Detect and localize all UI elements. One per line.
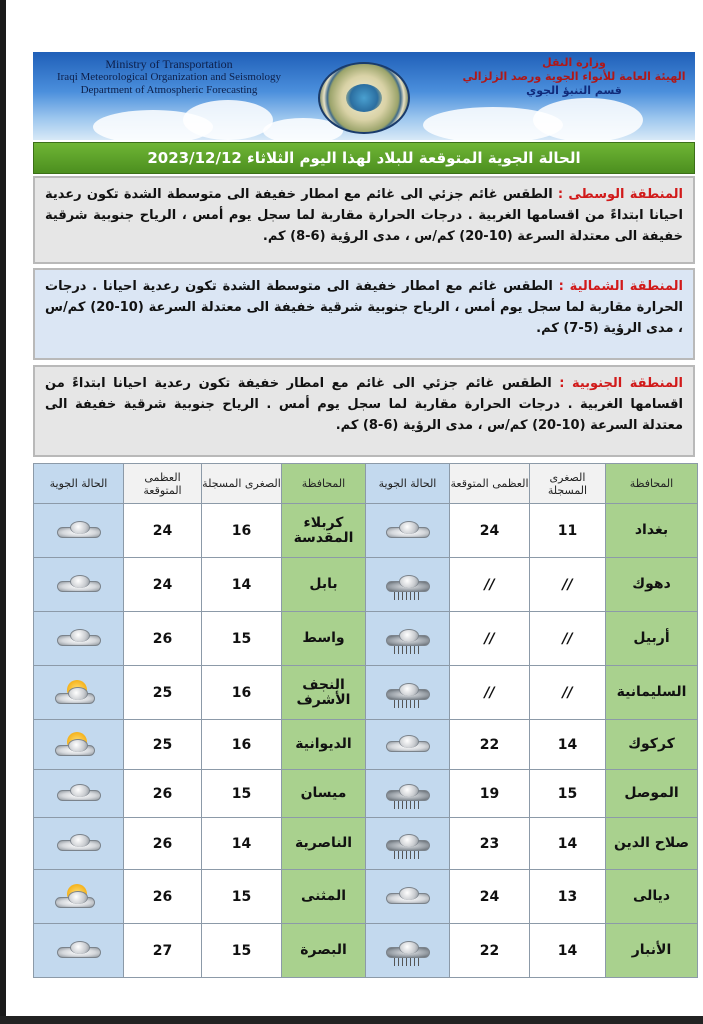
header-condition: الحالة الجوية: [366, 464, 450, 504]
cloudy-icon: [53, 626, 105, 652]
table-row: [34, 770, 698, 818]
condition-cell: [34, 558, 124, 612]
region-central: [33, 176, 695, 264]
condition-cell: [366, 770, 450, 818]
region-name: المنطقة الشمالية :: [558, 279, 684, 294]
table-row: [34, 666, 698, 720]
header-governorate: المحافظة: [282, 464, 366, 504]
min-temp-cell: 14: [530, 818, 606, 870]
rain-icon: [382, 626, 434, 652]
governorate-cell: النجف الأشرف: [282, 666, 366, 720]
table-row: [34, 504, 698, 558]
min-temp-cell: //: [530, 558, 606, 612]
en-department: Department of Atmospheric Forecasting: [80, 84, 258, 96]
max-temp-cell: 26: [124, 612, 202, 666]
region-name: المنطقة الوسطى :: [557, 187, 683, 202]
table-row: [34, 720, 698, 770]
arabic-header: [459, 56, 689, 98]
header-min: الصغرى المسجلة: [530, 464, 606, 504]
min-temp-cell: 15: [202, 870, 282, 924]
forecast-table: [33, 463, 698, 978]
header-max: العظمى المتوقعة: [124, 464, 202, 504]
min-temp-cell: 16: [202, 504, 282, 558]
rain-icon: [382, 680, 434, 706]
condition-cell: [34, 818, 124, 870]
governorate-cell: كربلاء المقدسة: [282, 504, 366, 558]
max-temp-cell: 24: [450, 870, 530, 924]
table-row: [34, 818, 698, 870]
governorate-cell: أربيل: [606, 612, 698, 666]
governorate-cell: الأنبار: [606, 924, 698, 978]
cloudy-icon: [53, 518, 105, 544]
table-row: [34, 924, 698, 978]
min-temp-cell: 15: [202, 924, 282, 978]
rain-icon: [382, 781, 434, 807]
ar-organization: الهيئة العامة للأنواء الجوية ورصد الزلزالي: [462, 70, 686, 83]
partly-cloudy-icon: [53, 732, 105, 758]
max-temp-cell: 26: [124, 870, 202, 924]
governorate-cell: ديالى: [606, 870, 698, 924]
governorate-cell: بغداد: [606, 504, 698, 558]
header-governorate: المحافظة: [606, 464, 698, 504]
cloudy-icon: [382, 884, 434, 910]
left-frame-edge: [0, 0, 6, 1024]
max-temp-cell: //: [450, 612, 530, 666]
cloudy-icon: [53, 781, 105, 807]
governorate-cell: السليمانية: [606, 666, 698, 720]
governorate-cell: بابل: [282, 558, 366, 612]
governorate-cell: كركوك: [606, 720, 698, 770]
cloudy-icon: [53, 938, 105, 964]
min-temp-cell: 15: [202, 612, 282, 666]
condition-cell: [366, 666, 450, 720]
partly-cloudy-icon: [53, 884, 105, 910]
max-temp-cell: 19: [450, 770, 530, 818]
condition-cell: [366, 504, 450, 558]
condition-cell: [366, 720, 450, 770]
condition-cell: [34, 504, 124, 558]
max-temp-cell: 22: [450, 720, 530, 770]
cloudy-icon: [382, 732, 434, 758]
rain-icon: [382, 572, 434, 598]
condition-cell: [34, 720, 124, 770]
condition-cell: [34, 770, 124, 818]
page-title: الحالة الجوية المتوقعة للبلاد لهذا اليوم الثلاثاء 2023/12/12: [33, 142, 695, 174]
min-temp-cell: 15: [530, 770, 606, 818]
table-row: [34, 612, 698, 666]
region-name: المنطقة الجنوبية :: [559, 376, 683, 391]
min-temp-cell: 15: [202, 770, 282, 818]
max-temp-cell: 23: [450, 818, 530, 870]
header-min: الصغرى المسجلة: [202, 464, 282, 504]
max-temp-cell: 26: [124, 818, 202, 870]
cloudy-icon: [382, 518, 434, 544]
max-temp-cell: 22: [450, 924, 530, 978]
governorate-cell: صلاح الدين: [606, 818, 698, 870]
max-temp-cell: 24: [124, 558, 202, 612]
min-temp-cell: 16: [202, 666, 282, 720]
max-temp-cell: //: [450, 558, 530, 612]
region-text: الطقس غائم جزئي الى غائم مع امطار خفيفة الى متوسطة الشدة تكون رعدية احيانا ابتداءً من اقسامها الغربية . درجات الحرارة مقاربة لما سجل يوم أمس ، الرياح جنوبية شرقية خفيفة الى معتدلة السرعة (10-20) كم/س ، مدى الرؤية (6-8) كم.: [45, 187, 683, 244]
table-row: [34, 558, 698, 612]
max-temp-cell: 26: [124, 770, 202, 818]
governorate-cell: واسط: [282, 612, 366, 666]
condition-cell: [366, 870, 450, 924]
rain-icon: [382, 831, 434, 857]
en-ministry: Ministry of Transportation: [105, 57, 233, 71]
table-header-row: [34, 464, 698, 504]
cloudy-icon: [53, 831, 105, 857]
min-temp-cell: 13: [530, 870, 606, 924]
condition-cell: [366, 924, 450, 978]
min-temp-cell: 14: [530, 924, 606, 978]
max-temp-cell: 24: [124, 504, 202, 558]
condition-cell: [34, 612, 124, 666]
bottom-frame-edge: [0, 1016, 703, 1024]
min-temp-cell: 14: [530, 720, 606, 770]
region-text: الطقس غائم مع امطار خفيفة الى متوسطة الشدة تكون رعدية احيانا . درجات الحرارة مقاربة لما سجل يوم أمس ، الرياح جنوبية شرقية خفيفة الى معتدلة السرعة (10-20) كم/س ، مدى الرؤية (5-7) كم.: [45, 279, 683, 336]
region-north: [33, 268, 695, 360]
min-temp-cell: 16: [202, 720, 282, 770]
english-header: [39, 58, 299, 97]
table-row: [34, 870, 698, 924]
condition-cell: [366, 818, 450, 870]
min-temp-cell: 11: [530, 504, 606, 558]
condition-cell: [34, 666, 124, 720]
governorate-cell: الديوانية: [282, 720, 366, 770]
min-temp-cell: //: [530, 612, 606, 666]
ar-ministry: وزارة النقل: [542, 56, 606, 69]
min-temp-cell: 14: [202, 558, 282, 612]
governorate-cell: الموصل: [606, 770, 698, 818]
condition-cell: [34, 924, 124, 978]
rain-icon: [382, 938, 434, 964]
governorate-cell: المثنى: [282, 870, 366, 924]
min-temp-cell: 14: [202, 818, 282, 870]
ar-department: قسم التنبؤ الجوي: [526, 84, 622, 97]
min-temp-cell: //: [530, 666, 606, 720]
max-temp-cell: 27: [124, 924, 202, 978]
max-temp-cell: 25: [124, 720, 202, 770]
condition-cell: [366, 558, 450, 612]
max-temp-cell: 25: [124, 666, 202, 720]
header-banner: [33, 52, 695, 140]
partly-cloudy-icon: [53, 680, 105, 706]
governorate-cell: البصرة: [282, 924, 366, 978]
en-organization: Iraqi Meteorological Organization and Seismology: [56, 71, 282, 83]
governorate-cell: الناصرية: [282, 818, 366, 870]
max-temp-cell: 24: [450, 504, 530, 558]
organization-logo: [318, 62, 410, 134]
condition-cell: [366, 612, 450, 666]
region-south: [33, 365, 695, 457]
condition-cell: [34, 870, 124, 924]
governorate-cell: ميسان: [282, 770, 366, 818]
header-max: العظمى المتوقعة: [450, 464, 530, 504]
governorate-cell: دهوك: [606, 558, 698, 612]
max-temp-cell: //: [450, 666, 530, 720]
header-condition: الحالة الجوية: [34, 464, 124, 504]
region-text: الطقس غائم جزئي الى غائم مع امطار خفيفة تكون رعدية احيانا ابتداءً من اقسامها الغربية . درجات الحرارة مقاربة لما سجل يوم أمس . الرياح جنوبية شرقية خفيفة الى معتدلة السرعة (10-20) كم/س ، مدى الرؤية (6-8) كم.: [45, 376, 683, 433]
cloudy-icon: [53, 572, 105, 598]
